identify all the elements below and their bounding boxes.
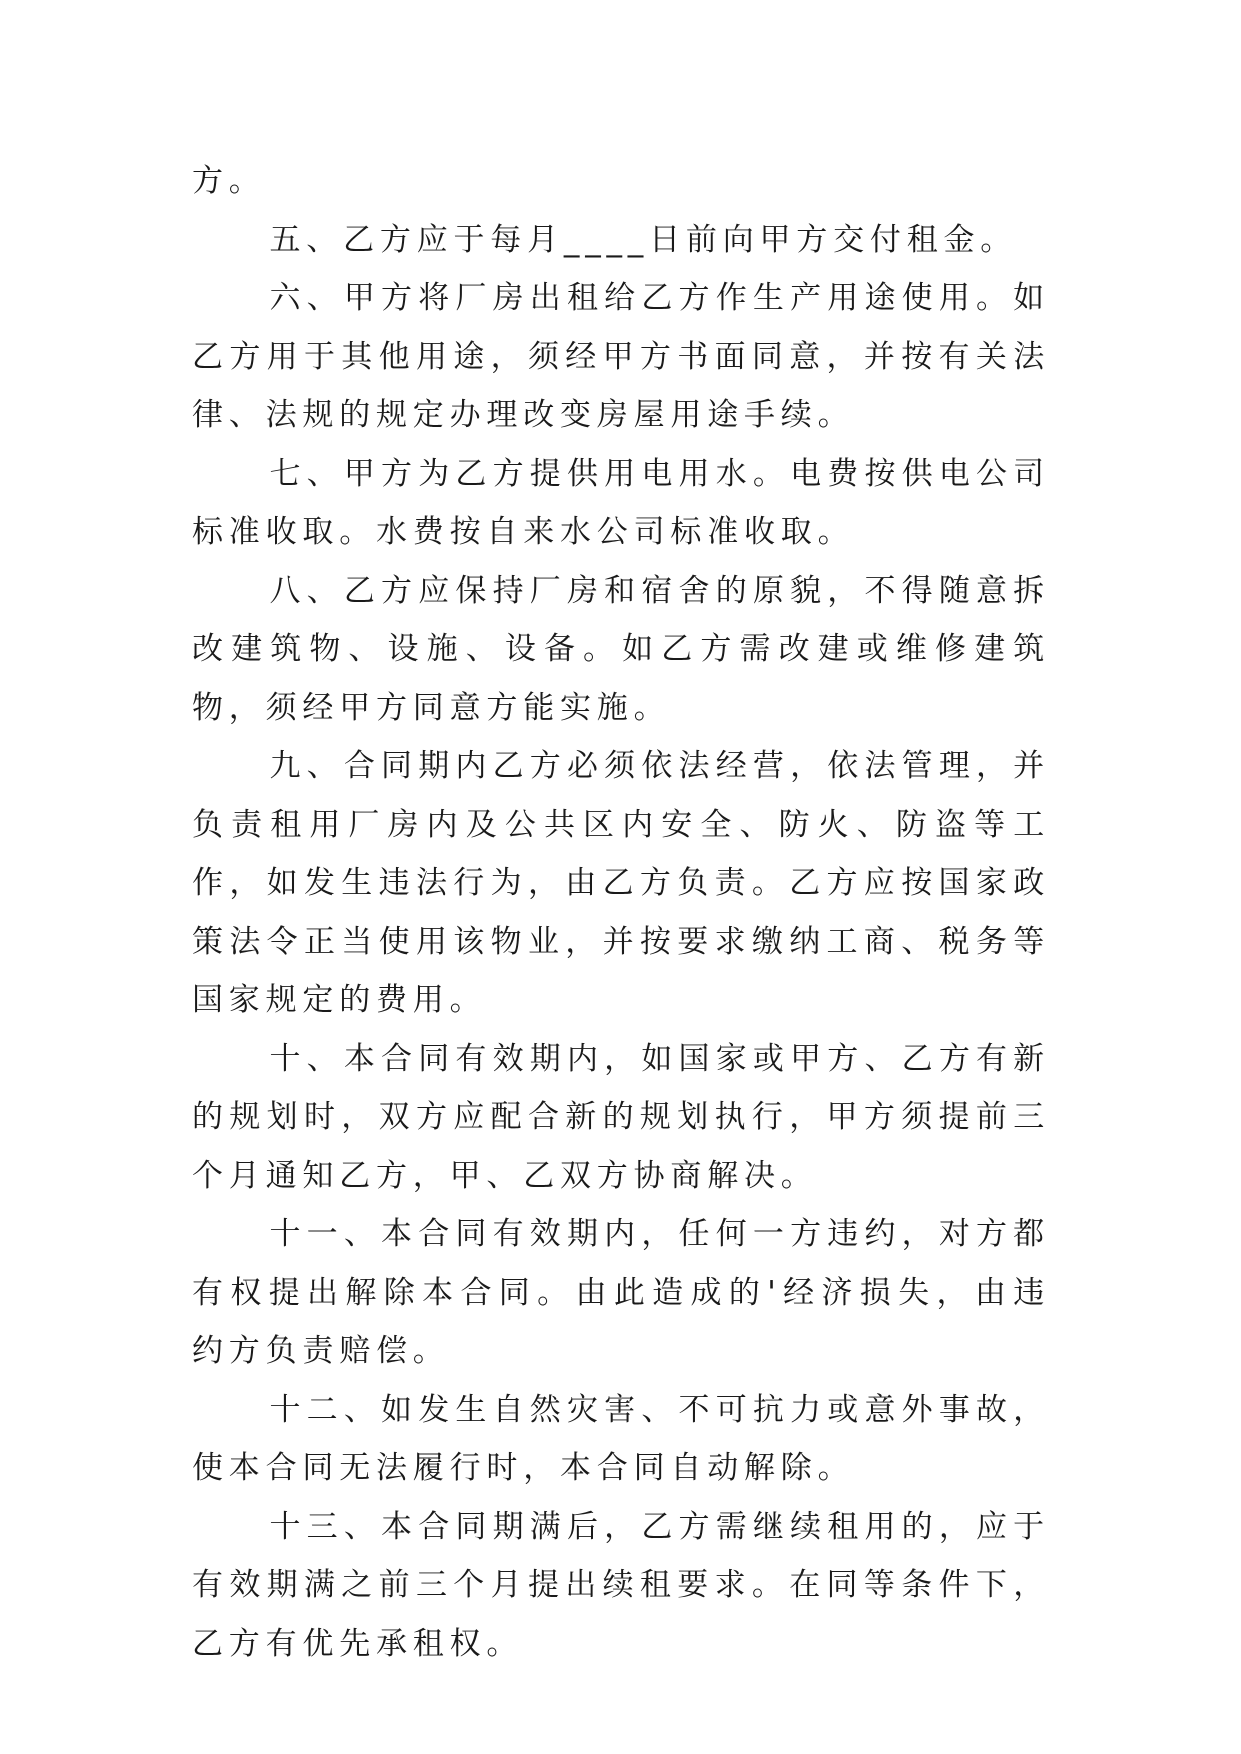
clause-8: 八、乙方应保持厂房和宿舍的原貌，不得随意拆改建筑物、设施、设备。如乙方需改建或维修建筑物，须经甲方同意方能实施。 bbox=[192, 572, 1050, 726]
paragraph-continuation: 方。 bbox=[192, 163, 266, 199]
clause-10: 十、本合同有效期内，如国家或甲方、乙方有新的规划时，双方应配合新的规划执行，甲方须提前三个月通知乙方，甲、乙双方协商解决。 bbox=[192, 1040, 1050, 1194]
clause-13: 十三、本合同期满后，乙方需继续租用的，应于有效期满之前三个月提出续租要求。在同等条件下，乙方有优先承租权。 bbox=[192, 1508, 1050, 1662]
clause-9: 九、合同期内乙方必须依法经营，依法管理，并负责租用厂房内及公共区内安全、防火、防盗等工作，如发生违法行为，由乙方负责。乙方应按国家政策法令正当使用该物业，并按要求缴纳工商、税务等国家规定的费用。 bbox=[192, 748, 1050, 1018]
clause-6: 六、甲方将厂房出租给乙方作生产用途使用。如乙方用于其他用途，须经甲方书面同意，并按有关法律、法规的规定办理改变房屋用途手续。 bbox=[192, 280, 1050, 433]
clause-12: 十二、如发生自然灾害、不可抗力或意外事故，使本合同无法履行时，本合同自动解除。 bbox=[192, 1391, 1050, 1486]
clause-7: 七、甲方为乙方提供用电用水。电费按供电公司标准收取。水费按自来水公司标准收取。 bbox=[192, 455, 1050, 550]
clause-5: 五、乙方应于每月____日前向甲方交付租金。 bbox=[269, 221, 1018, 258]
contract-page bbox=[192, 152, 1050, 1673]
clause-11: 十一、本合同有效期内，任何一方违约，对方都有权提出解除本合同。由此造成的'经济损失，由违约方负责赔偿。 bbox=[192, 1216, 1050, 1369]
